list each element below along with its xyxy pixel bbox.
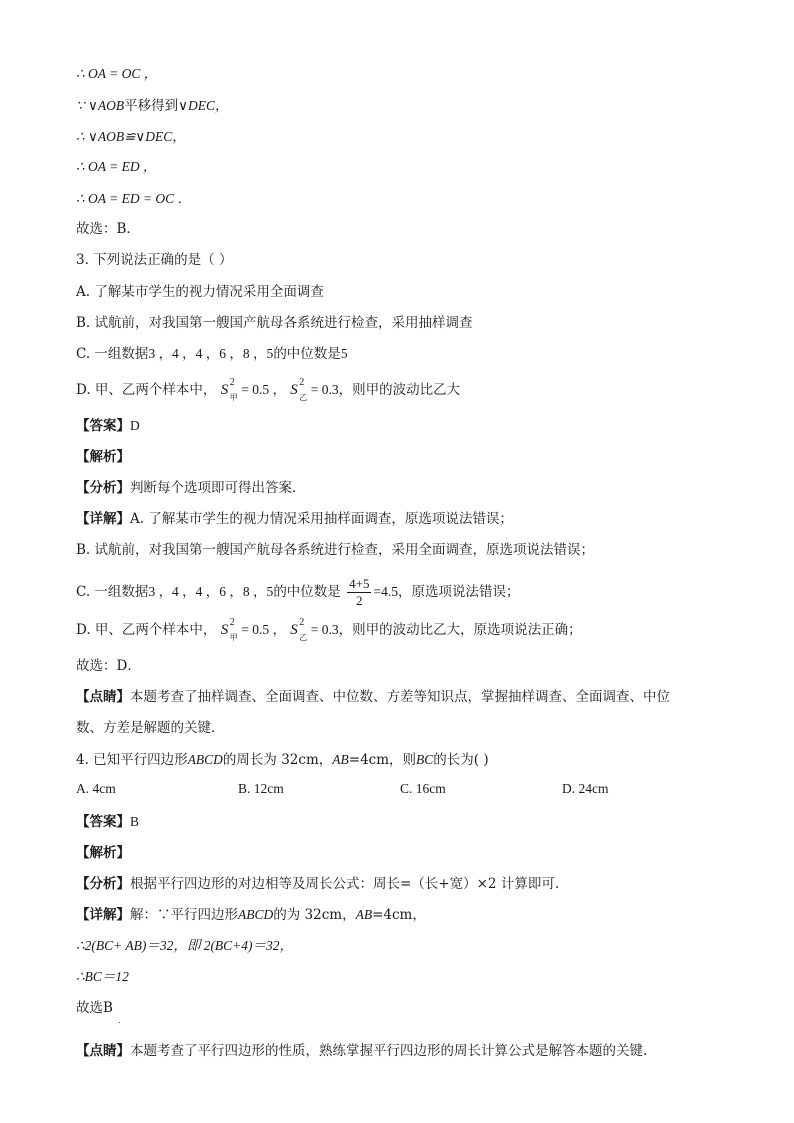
fraction: $\frac{4+5}{2}$ — [349, 576, 370, 608]
q3-detail-c: C. 一组数据3 ，4 ，4 ，6 ，8 ，5的中位数是 $\frac{4+5}{2}$ =4.5，原选项说法错误； — [76, 576, 520, 608]
q3-option-c: C. 一组数据3 ，4 ，4 ，6 ，8 ，5的中位数是5 — [76, 346, 348, 362]
q4-option-d: D. 24cm — [562, 781, 609, 796]
proof-line-4: ∴ OA = ED ， — [76, 159, 157, 174]
variance-symbol: S 2 甲 — [220, 617, 238, 642]
q3-answer: 【答案】D — [76, 418, 140, 434]
q3-option-b: B. 试航前，对我国第一艘国产航母各系统进行检查，采用抽样调查 — [76, 315, 473, 331]
q4-analysis-tag: 【解析】 — [76, 845, 130, 861]
q3-option-d: D. 甲、乙两个样本中， S 2 甲 = 0.5 ， S 2 乙 = 0.3，则甲的波动比乙大 — [76, 377, 461, 402]
q3-detail-d: D. 甲、乙两个样本中， S 2 甲 = 0.5 ， S 2 乙 = 0.3，则甲的波动比乙大，原选项说法正确； — [76, 617, 582, 642]
q4-stem: 4. 已知平行四边形ABCD的周长为 32cm，AB=4cm，则BC的长为( ) — [76, 752, 489, 768]
variance-symbol: S 2 乙 — [290, 377, 308, 402]
q4-option-a: A. 4cm — [76, 781, 116, 796]
q3-detail-a: 【详解】A. 了解某市学生的视力情况采用抽样面调查，原选项说法错误； — [76, 511, 513, 527]
q4-fenxi: 【分析】根据平行四边形的对边相等及周长公式：周长=（长+宽）×2 计算即可. — [76, 876, 560, 892]
q4-detail-3: ∴BC＝12 — [76, 969, 129, 984]
proof-line-5: ∴ OA = ED = OC ． — [76, 191, 192, 206]
q4-detail-1: 【详解】解：∵平行四边形ABCD的为 32cm，AB=4cm， — [76, 907, 426, 923]
q4-answer: 【答案】B — [76, 814, 140, 830]
q3-option-a: A. 了解某市学生的视力情况采用全面调查 — [76, 284, 324, 300]
q3-stem: 3. 下列说法正确的是（ ） — [76, 252, 233, 268]
q4-detail-2: ∴2(BC+ AB)＝32，即 2(BC+4)＝32， — [76, 938, 294, 953]
variance-symbol: S 2 乙 — [290, 617, 308, 642]
proof-line-3: ∴ ∨AOB≌∨DEC， — [76, 129, 186, 145]
proof-line-2: ∵ ∨AOB平移得到∨DEC， — [76, 98, 229, 114]
q3-analysis-tag: 【解析】 — [76, 449, 130, 465]
q3-fenxi: 【分析】判断每个选项即可得出答案． — [76, 480, 306, 496]
stray-dot: . — [118, 1016, 121, 1025]
proof-conclusion: 故选：B． — [76, 221, 140, 237]
q3-conclusion: 故选：D． — [76, 658, 141, 674]
q4-conclusion: 故选B — [76, 1000, 113, 1016]
q4-dianjing: 【点睛】本题考查了平行四边形的性质，熟练掌握平行四边形的周长计算公式是解答本题的关键. — [76, 1043, 648, 1059]
q4-option-b: B. 12cm — [238, 781, 284, 796]
variance-symbol: S 2 甲 — [220, 377, 238, 402]
q3-detail-b: B. 试航前，对我国第一艘国产航母各系统进行检查，采用全面调查，原选项说法错误； — [76, 542, 595, 558]
proof-line-1: ∴ OA = OC ， — [76, 66, 158, 81]
q3-dianjing-cont: 数、方差是解题的关键． — [76, 720, 225, 736]
q3-dianjing: 【点睛】本题考查了抽样调查、全面调查、中位数、方差等知识点，掌握抽样调查、全面调查、中位 — [76, 689, 670, 705]
q4-option-c: C. 16cm — [400, 781, 446, 796]
